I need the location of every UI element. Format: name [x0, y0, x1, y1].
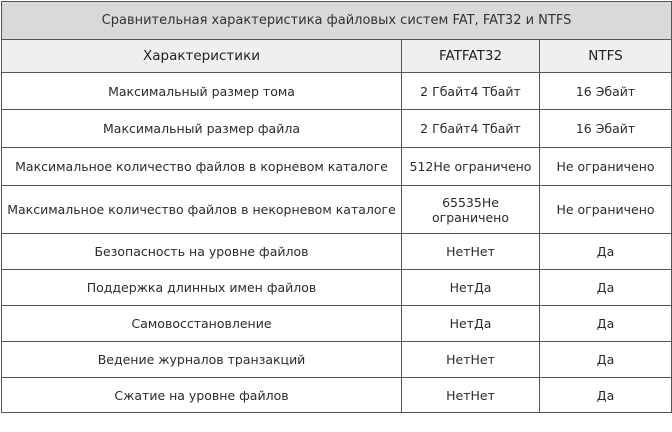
table-row: [2, 186, 672, 234]
characteristic-cell: Ведение журналов транзакций: [2, 342, 402, 378]
fat-value-cell: НетДа: [402, 306, 540, 342]
fat-value-cell: НетНет: [402, 342, 540, 378]
comparison-table: [1, 1, 672, 413]
fat-value-cell: 2 Гбайт4 Тбайт: [402, 110, 540, 148]
table-row: [2, 73, 672, 110]
characteristic-cell: Самовосстановление: [2, 306, 402, 342]
column-header-fat-fat32: FATFAT32: [402, 40, 540, 73]
column-header-ntfs: NTFS: [540, 40, 672, 73]
table-row: [2, 306, 672, 342]
ntfs-value-cell: 16 Эбайт: [540, 73, 672, 110]
characteristic-cell: Максимальное количество файлов в некорневом каталоге: [2, 186, 402, 234]
fat-value-cell: НетНет: [402, 378, 540, 413]
ntfs-value-cell: 16 Эбайт: [540, 110, 672, 148]
characteristic-cell: Максимальное количество файлов в корневом каталоге: [2, 148, 402, 186]
ntfs-value-cell: Не ограничено: [540, 186, 672, 234]
fat-value-cell: 512Не ограничено: [402, 148, 540, 186]
fat-value-cell: 65535Не ограничено: [402, 186, 540, 234]
table-title: Сравнительная характеристика файловых систем FAT, FAT32 и NTFS: [2, 2, 672, 40]
fat-value-cell: 2 Гбайт4 Тбайт: [402, 73, 540, 110]
characteristic-cell: Сжатие на уровне файлов: [2, 378, 402, 413]
table-title-row: [2, 2, 672, 40]
fat-value-cell: НетДа: [402, 270, 540, 306]
characteristic-cell: Поддержка длинных имен файлов: [2, 270, 402, 306]
fat-value-cell: НетНет: [402, 234, 540, 270]
characteristic-cell: Максимальный размер файла: [2, 110, 402, 148]
ntfs-value-cell: Не ограничено: [540, 148, 672, 186]
ntfs-value-cell: Да: [540, 270, 672, 306]
column-header-characteristics: Характеристики: [2, 40, 402, 73]
table-row: [2, 148, 672, 186]
characteristic-cell: Максимальный размер тома: [2, 73, 402, 110]
ntfs-value-cell: Да: [540, 234, 672, 270]
ntfs-value-cell: Да: [540, 378, 672, 413]
table-row: [2, 378, 672, 413]
table-header-row: [2, 40, 672, 73]
table-row: [2, 110, 672, 148]
table-row: [2, 270, 672, 306]
ntfs-value-cell: Да: [540, 306, 672, 342]
ntfs-value-cell: Да: [540, 342, 672, 378]
characteristic-cell: Безопасность на уровне файлов: [2, 234, 402, 270]
table-row: [2, 342, 672, 378]
table-row: [2, 234, 672, 270]
